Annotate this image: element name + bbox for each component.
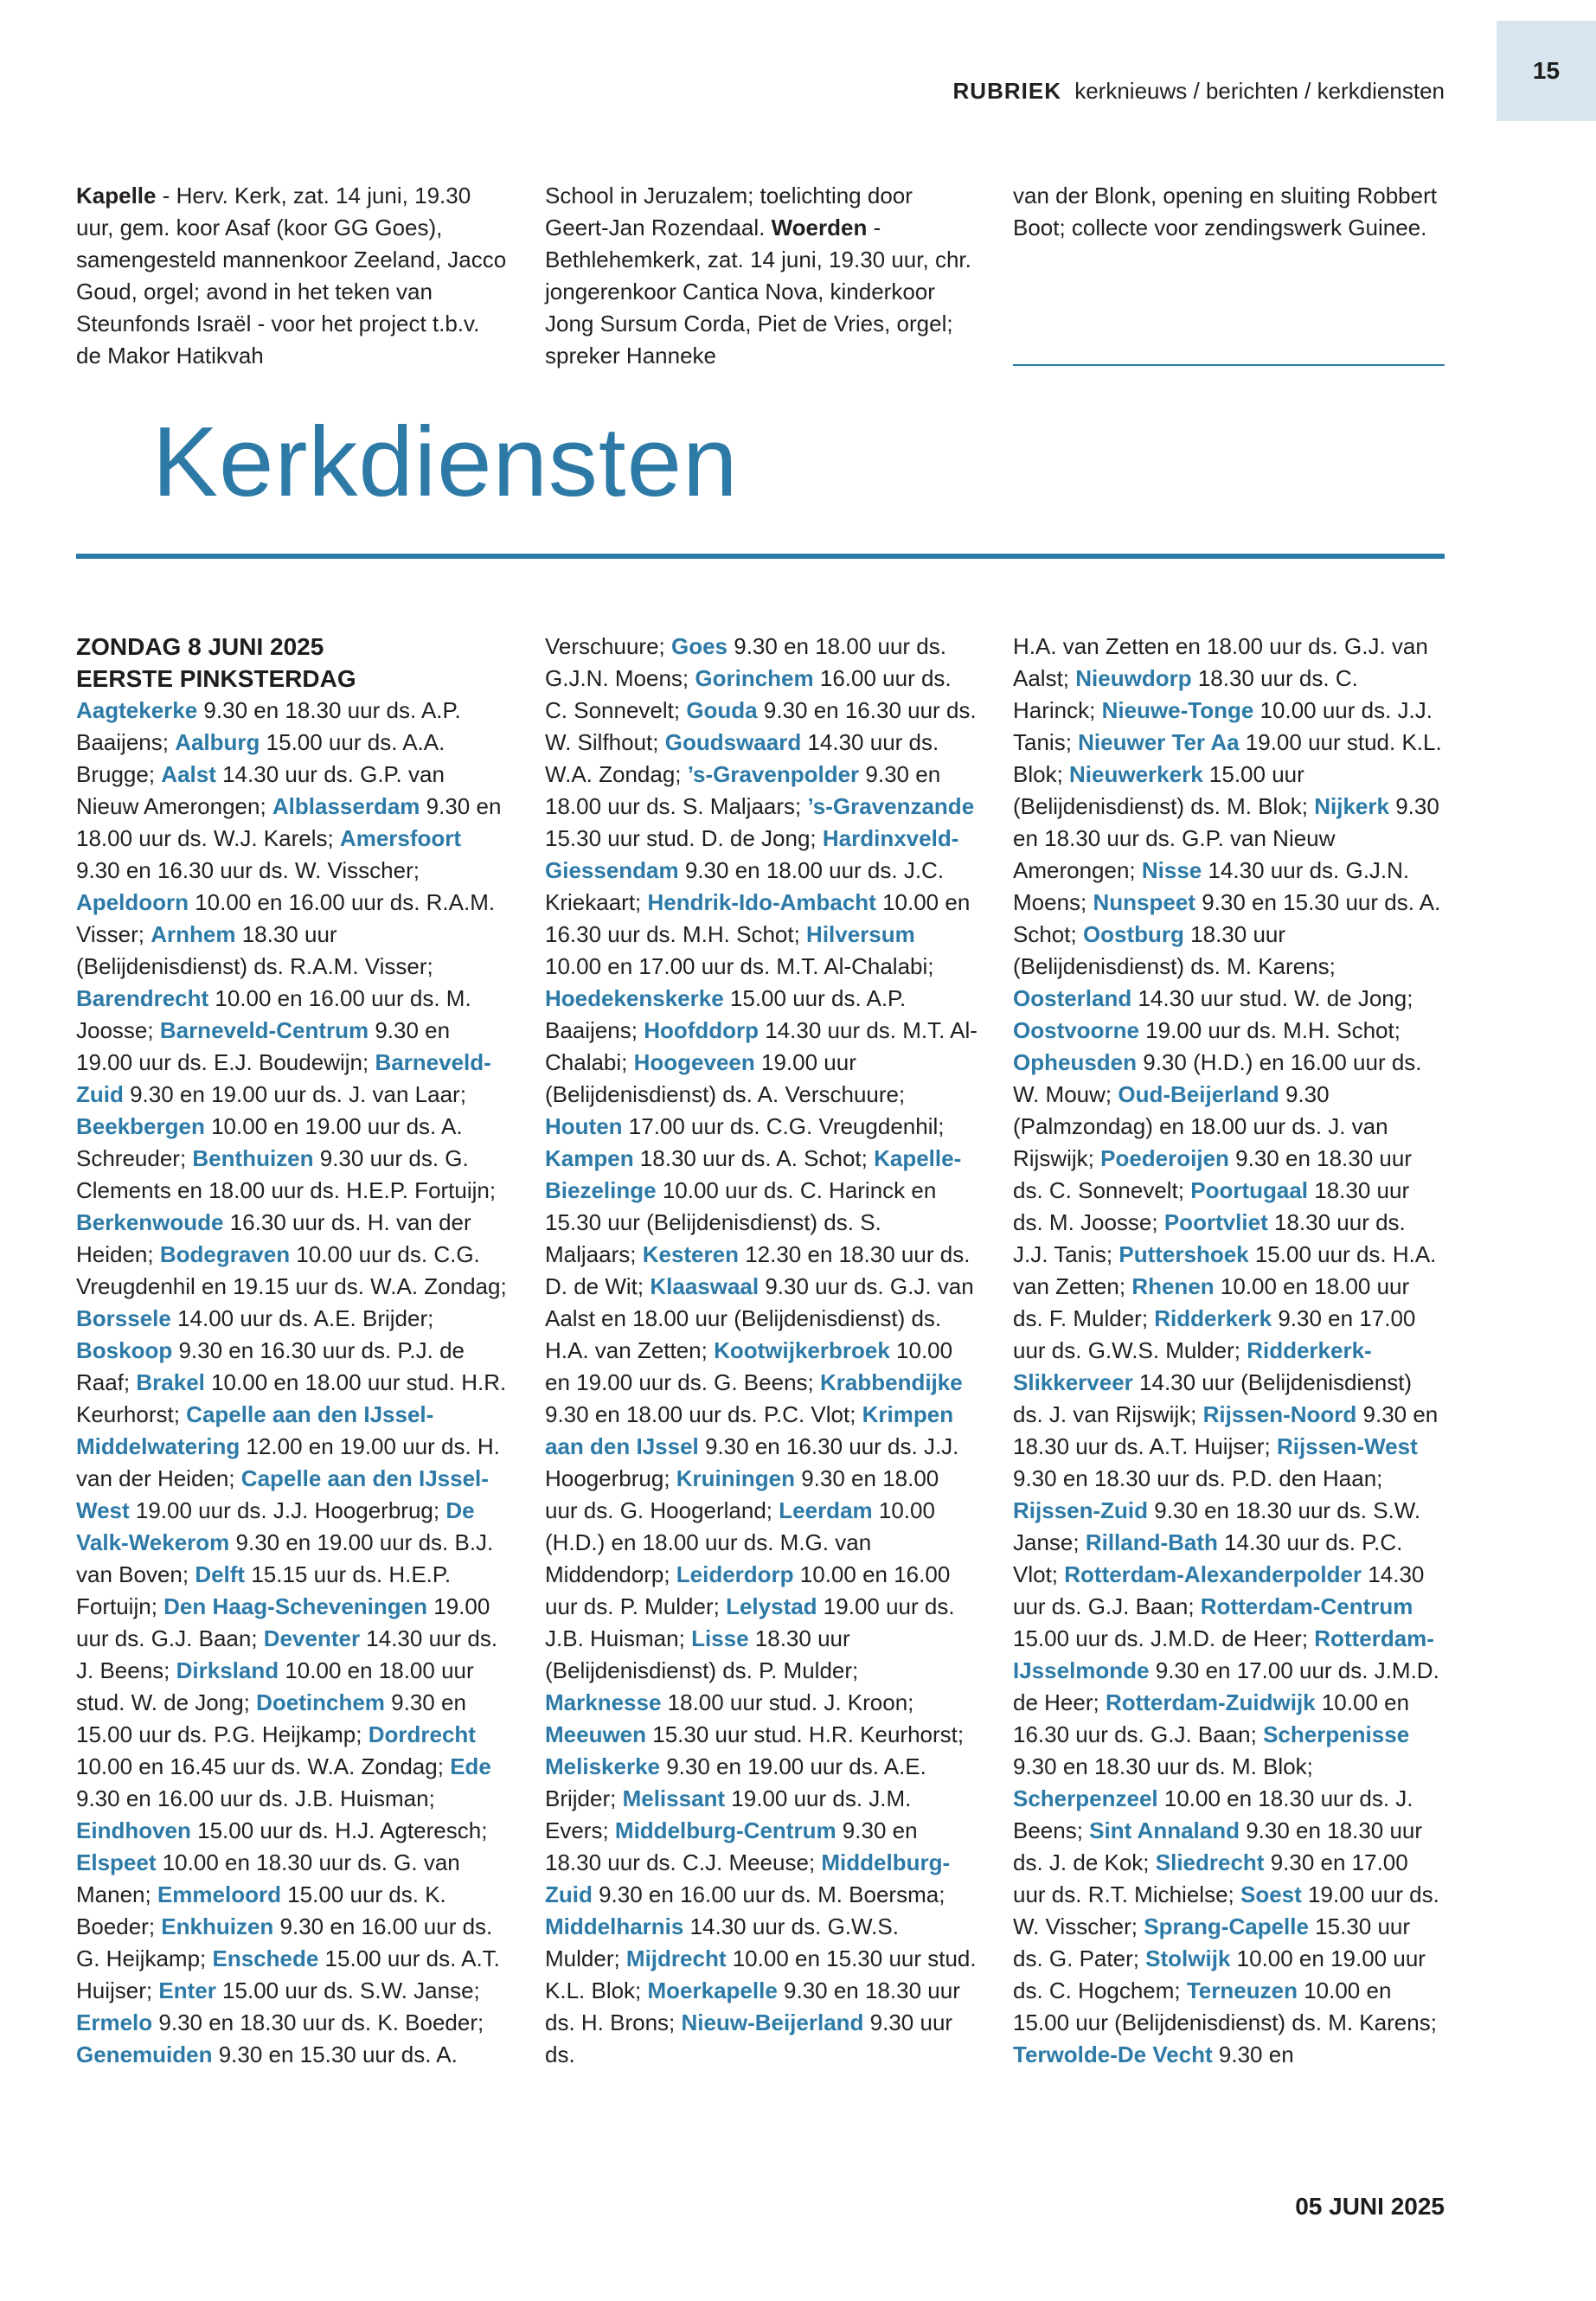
top-paragraph-2 — [545, 180, 977, 372]
service-details: 19.00 uur stud. K.L. Blok; — [1013, 729, 1442, 787]
event-location: Woerden — [771, 215, 868, 240]
church-location: Apeldoorn — [76, 889, 189, 915]
church-location: Kootwijkerbroek — [714, 1337, 890, 1363]
service-details: 9.30 en 18.30 uur ds. K. Boeder; — [152, 2009, 484, 2035]
service-details: 9.30 en 16.00 uur ds. M. Boersma; — [592, 1881, 945, 1907]
church-location: Lelystad — [726, 1593, 817, 1619]
church-location: Hendrik-Ido-Ambacht — [647, 889, 876, 915]
issue-date: 05 JUNI 2025 — [1295, 2193, 1445, 2220]
service-details: 9.30 uur ds. G.J. van Aalst en 18.00 uur (Belijdenisdienst) ds. H.A. van Zetten; — [545, 1273, 974, 1363]
running-header — [953, 78, 1445, 105]
service-details: 9.30 en 18.30 uur ds. H. Brons; — [545, 1977, 960, 2035]
service-details: 15.30 uur stud. D. de Jong; — [545, 825, 823, 851]
church-location: Ede — [450, 1753, 491, 1779]
service-details: 9.30 en 15.30 uur ds. A. Schot; — [1013, 889, 1441, 947]
service-details: 9.30 en 19.00 uur ds. B.J. van Boven; — [76, 1529, 494, 1587]
church-location: Hoofddorp — [644, 1017, 760, 1043]
service-details: 12.30 en 18.30 uur ds. D. de Wit; — [545, 1241, 971, 1299]
church-location: Amersfoort — [339, 825, 462, 851]
service-details: - Bethlehemkerk, zat. 14 juni, 19.30 uur, chr. jongerenkoor Cantica Nova, kinderkoor Jong Sursum Corda, Piet de Vries, orgel; spreker Hanneke — [545, 215, 971, 369]
service-details: 9.30 uur ds. G. Clements en 18.00 uur ds. H.E.P. Fortuijn; — [76, 1145, 497, 1203]
section-label: kerknieuws / berichten / kerkdiensten — [1074, 78, 1445, 104]
service-details: 9.30 en 15.30 uur ds. A. — [212, 2041, 458, 2067]
service-details: 9.30 en 16.00 uur ds. G. Heijkamp; — [76, 1913, 493, 1971]
service-details: 14.30 uur ds. J. Beens; — [76, 1625, 498, 1683]
church-location: Leiderdorp — [676, 1561, 794, 1587]
service-details: 9.30 en 18.30 uur ds. P.D. den Haan; — [1013, 1465, 1383, 1491]
church-location: Benthuizen — [192, 1145, 314, 1171]
service-details: 10.00 en 16.30 uur ds. M.H. Schot; — [545, 889, 971, 947]
church-location: Ridderkerk — [1154, 1305, 1272, 1331]
service-details: 15.30 uur stud. H.R. Keurhorst; — [646, 1721, 965, 1747]
service-details: 9.30 en 18.30 uur ds. G.P. van Nieuw Amerongen; — [1013, 793, 1439, 883]
date-heading: ZONDAG 8 JUNI 2025 — [76, 633, 324, 660]
church-location: Goes — [670, 633, 728, 659]
church-location: Dordrecht — [368, 1721, 476, 1747]
church-location: Poortugaal — [1190, 1177, 1309, 1203]
church-location: Nieuwdorp — [1075, 665, 1192, 691]
church-location: Poederoijen — [1100, 1145, 1229, 1171]
section-divider-short — [1013, 364, 1445, 366]
service-details: 15.00 uur ds. H.J. Agteresch; — [190, 1817, 488, 1843]
top-column-3 — [1013, 180, 1445, 244]
service-details: 9.30 en 18.00 uur ds. P.C. Vlot; — [545, 1401, 862, 1427]
church-location: Aalst — [161, 761, 216, 787]
service-details: 10.00 en 15.30 uur stud. K.L. Blok; — [545, 1945, 977, 2003]
services-column-1 — [76, 631, 509, 2071]
service-details: 9.30 en 18.00 uur ds. G. Hoogerland; — [545, 1465, 939, 1523]
church-location: Alblasserdam — [272, 793, 420, 819]
church-location: Scherpenisse — [1263, 1721, 1410, 1747]
service-details: 9.30 en 19.00 uur ds. J. van Laar; — [123, 1081, 466, 1107]
service-details: 10.00 en 19.00 uur ds. A. Schreuder; — [76, 1113, 463, 1171]
church-location: Stolwijk — [1145, 1945, 1231, 1971]
church-location: Rotterdam-Zuidwijk — [1105, 1689, 1316, 1715]
church-location: Opheusden — [1013, 1049, 1138, 1075]
service-details: 10.00 en 18.00 uur ds. F. Mulder; — [1013, 1273, 1410, 1331]
church-location: Boskoop — [76, 1337, 173, 1363]
service-details: 9.30 en 18.30 uur ds. C. Sonnevelt; — [1013, 1145, 1412, 1203]
service-details: 16.30 uur ds. H. van der Heiden; — [76, 1209, 471, 1267]
service-details: 18.30 uur (Belijdenisdienst) ds. R.A.M. Visser; — [76, 921, 433, 979]
service-details: 14.30 uur ds. P.C. Vlot; — [1013, 1529, 1403, 1587]
service-details: 10.00 en 18.00 uur stud. H.R. Keurhorst; — [76, 1369, 507, 1427]
service-details: 18.30 uur (Belijdenisdienst) ds. M. Karens; — [1013, 921, 1336, 979]
service-details: 15.00 uur ds. A.P. Baaijens; — [545, 985, 907, 1043]
church-location: Enter — [158, 1977, 216, 2003]
church-location: Rhenen — [1131, 1273, 1215, 1299]
service-details: 18.30 uur ds. M. Joosse; — [1013, 1177, 1410, 1235]
service-details: 15.00 uur (Belijdenisdienst) ds. M. Blok; — [1013, 761, 1315, 819]
church-location: Sprang-Capelle — [1144, 1913, 1309, 1939]
service-details: 9.30 en 16.30 uur ds. J.J. Hoogerbrug; — [545, 1433, 959, 1491]
service-details: 9.30 en 16.30 uur ds. W. Silfhout; — [545, 697, 977, 755]
service-details: 10.00 en 18.30 uur ds. J. Beens; — [1013, 1785, 1413, 1843]
church-location: Hilversum — [806, 921, 915, 947]
church-location: Bodegraven — [159, 1241, 291, 1267]
service-details: 10.00 en 19.00 uur ds. C. Hogchem; — [1013, 1945, 1426, 2003]
service-details: 19.00 uur ds. J.B. Huisman; — [545, 1593, 955, 1651]
service-details: 15.00 uur ds. K. Boeder; — [76, 1881, 446, 1939]
service-details: 15.00 uur ds. A.A. Brugge; — [76, 729, 445, 787]
church-location: Barendrecht — [76, 985, 209, 1011]
service-details: 9.30 en 17.00 uur ds. G.W.S. Mulder; — [1013, 1305, 1416, 1363]
service-details: 9.30 en 19.00 uur ds. E.J. Boudewijn; — [76, 1017, 451, 1075]
service-details: 9.30 en 18.30 uur ds. J. de Kok; — [1013, 1817, 1423, 1875]
church-location: Oosterland — [1013, 985, 1132, 1011]
church-location: Middelburg-Centrum — [614, 1817, 836, 1843]
service-details: 10.00 en 17.00 uur ds. M.T. Al-Chalabi; — [545, 953, 934, 979]
service-details: 18.30 uur ds. C. Harinck; — [1013, 665, 1358, 723]
church-location: Krimpen aan den IJssel — [545, 1401, 954, 1459]
church-location: Terneuzen — [1186, 1977, 1298, 2003]
service-details: 9.30 en 18.30 uur ds. A.T. Huijser; — [1013, 1401, 1439, 1459]
service-details: 10.00 en 15.00 uur (Belijdenisdienst) ds. M. Karens; — [1013, 1977, 1437, 2035]
services-list-1 — [76, 695, 509, 2071]
service-details: 18.30 uur ds. A. Schot; — [633, 1145, 875, 1171]
church-location: Houten — [545, 1113, 623, 1139]
service-details: 10.00 en 18.00 uur stud. W. de Jong; — [76, 1657, 474, 1715]
church-location: Nisse — [1141, 857, 1202, 883]
church-location: De Valk-Wekerom — [76, 1497, 475, 1555]
church-location: Kesteren — [642, 1241, 739, 1267]
church-location: Enkhuizen — [161, 1913, 274, 1939]
church-location: Moerkapelle — [647, 1977, 778, 2003]
church-location: Oud-Beijerland — [1118, 1081, 1279, 1107]
service-details: H.A. van Zetten en 18.00 uur ds. G.J. van Aalst; — [1013, 633, 1428, 691]
service-details: 18.30 uur ds. J.J. Tanis; — [1013, 1209, 1406, 1267]
church-location: Beekbergen — [76, 1113, 205, 1139]
service-details: 10.00 uur ds. C.G. Vreugdenhil en 19.15 uur ds. W.A. Zondag; — [76, 1241, 507, 1299]
church-location: Klaaswaal — [650, 1273, 760, 1299]
church-location: Brakel — [136, 1369, 205, 1395]
service-details: 10.00 en 19.00 uur ds. G. Beens; — [545, 1337, 953, 1395]
service-details: 9.30 en — [1212, 2041, 1294, 2067]
church-location: Den Haag-Scheveningen — [163, 1593, 428, 1619]
service-details: 14.30 uur (Belijdenisdienst) ds. J. van Rijswijk; — [1013, 1369, 1413, 1427]
church-location: Nijkerk — [1314, 793, 1389, 819]
church-location: Ermelo — [76, 2009, 153, 2035]
church-location: Marknesse — [545, 1689, 662, 1715]
service-details: 19.00 uur ds. J.M. Evers; — [545, 1785, 912, 1843]
service-details: 19.00 uur ds. J.J. Hoogerbrug; — [129, 1497, 446, 1523]
church-location: Elspeet — [76, 1849, 157, 1875]
church-location: ’s-Gravenpolder — [687, 761, 860, 787]
services-column-3 — [1013, 631, 1445, 2071]
service-details: 9.30 en 16.00 uur ds. J.B. Huisman; — [76, 1785, 435, 1811]
church-location: Scherpenzeel — [1013, 1785, 1158, 1811]
service-details: 10.00 en 16.00 uur ds. P. Mulder; — [545, 1561, 951, 1619]
service-details: 9.30 en 18.00 uur ds. S. Maljaars; — [545, 761, 941, 819]
church-location: Rotterdam-Centrum — [1200, 1593, 1413, 1619]
service-details: 19.00 uur ds. W. Visscher; — [1013, 1881, 1439, 1939]
service-details: 9.30 (Palmzondag) en 18.00 uur ds. J. van Rijswijk; — [1013, 1081, 1388, 1171]
church-location: Nunspeet — [1093, 889, 1195, 915]
service-details: 9.30 en 19.00 uur ds. A.E. Brijder; — [545, 1753, 926, 1811]
church-location: Emmeloord — [157, 1881, 281, 1907]
church-location: Goudswaard — [664, 729, 802, 755]
service-details: - Herv. Kerk, zat. 14 juni, 19.30 uur, gem. koor Asaf (koor GG Goes), samengesteld mannenkoor Zeeland, Jacco Goud, orgel; avond in het teken van Steunfonds Israël - voor het project t.b.v. de Makor Hatikvah — [76, 183, 507, 369]
service-details: 9.30 en 18.00 uur ds. W.J. Karels; — [76, 793, 502, 851]
church-location: Leerdam — [779, 1497, 873, 1523]
service-details: 19.00 uur ds. G.J. Baan; — [76, 1593, 490, 1651]
church-location: Rijssen-West — [1276, 1433, 1418, 1459]
service-details: 15.00 uur ds. J.M.D. de Heer; — [1013, 1625, 1315, 1651]
service-details: 9.30 uur ds. — [545, 2009, 953, 2067]
church-location: Meeuwen — [545, 1721, 647, 1747]
services-column-2 — [545, 631, 977, 2071]
church-location: Melissant — [622, 1785, 726, 1811]
service-details: van der Blonk, opening en sluiting Robbert Boot; collecte voor zendingswerk Guinee. — [1013, 183, 1437, 240]
service-details: 12.00 en 19.00 uur ds. H. van der Heiden; — [76, 1433, 500, 1491]
top-paragraph-1 — [76, 180, 509, 372]
church-location: Oostvoorne — [1013, 1017, 1139, 1043]
church-location: Aalburg — [175, 729, 260, 755]
service-details: 9.30 en 15.00 uur ds. P.G. Heijkamp; — [76, 1689, 466, 1747]
page-number: 15 — [1532, 57, 1561, 84]
church-location: Rilland-Bath — [1085, 1529, 1218, 1555]
service-details: 15.00 uur ds. S.W. Janse; — [215, 1977, 480, 2003]
church-location: Gorinchem — [695, 665, 814, 691]
title-rule — [76, 554, 1445, 559]
church-location: Rotterdam-IJsselmonde — [1013, 1625, 1434, 1683]
page-title: Kerkdiensten — [152, 407, 739, 517]
service-details: 10.00 (H.D.) en 18.00 uur ds. M.G. van Middendorp; — [545, 1497, 935, 1587]
church-location: Borssele — [76, 1305, 171, 1331]
service-details: Verschuure; — [545, 633, 671, 659]
rubriek-label: RUBRIEK — [952, 78, 1061, 104]
page-number-tab — [1497, 21, 1596, 121]
church-location: Hoedekenskerke — [545, 985, 724, 1011]
church-location: Deventer — [263, 1625, 361, 1651]
top-column-2 — [545, 180, 977, 372]
day-heading: EERSTE PINKSTERDAG — [76, 665, 356, 692]
church-location: Kampen — [545, 1145, 634, 1171]
service-details: 10.00 uur ds. J.J. Tanis; — [1013, 697, 1433, 755]
church-location: Rotterdam-Alexanderpolder — [1064, 1561, 1362, 1587]
service-details: 18.30 uur (Belijdenisdienst) ds. P. Mulder; — [545, 1625, 859, 1683]
service-details: 14.30 uur ds. G.J. Baan; — [1013, 1561, 1425, 1619]
services-list-3 — [1013, 631, 1445, 2071]
church-location: Middelburg-Zuid — [545, 1849, 951, 1907]
service-details: 9.30 en 18.30 uur ds. M. Blok; — [1013, 1753, 1313, 1779]
service-details: 14.30 uur ds. M.T. Al-Chalabi; — [545, 1017, 977, 1075]
church-location: Middelharnis — [545, 1913, 684, 1939]
service-details: 15.00 uur ds. A.T. Huijser; — [76, 1945, 500, 2003]
service-details: 9.30 en 18.30 uur ds. A.P. Baaijens; — [76, 697, 461, 755]
church-location: Capelle aan den IJssel-West — [76, 1465, 489, 1523]
service-details: 16.00 uur ds. C. Sonnevelt; — [545, 665, 952, 723]
church-location: Poortvliet — [1163, 1209, 1268, 1235]
service-details: 10.00 uur ds. C. Harinck en 15.30 uur (Belijdenisdienst) ds. S. Maljaars; — [545, 1177, 937, 1267]
church-location: Arnhem — [151, 921, 236, 947]
service-details: 19.00 uur (Belijdenisdienst) ds. A. Verschuure; — [545, 1049, 906, 1107]
church-location: Capelle aan den IJssel-Middelwatering — [76, 1401, 434, 1459]
service-details: 10.00 en 16.00 uur ds. M. Joosse; — [76, 985, 471, 1043]
service-details: 14.30 uur ds. G.W.S. Mulder; — [545, 1913, 899, 1971]
church-location: Kruiningen — [676, 1465, 795, 1491]
church-location: Gouda — [686, 697, 758, 723]
church-location: Meliskerke — [545, 1753, 660, 1779]
church-location: Nieuwer Ter Aa — [1078, 729, 1240, 755]
service-details: 14.30 uur ds. G.P. van Nieuw Amerongen; — [76, 761, 445, 819]
service-details: 10.00 en 18.30 uur ds. G. van Manen; — [76, 1849, 460, 1907]
church-location: Berkenwoude — [76, 1209, 224, 1235]
church-location: Terwolde-De Vecht — [1013, 2041, 1213, 2067]
service-details: 15.15 uur ds. H.E.P. Fortuijn; — [76, 1561, 452, 1619]
service-details: 9.30 en 16.30 uur ds. W. Visscher; — [76, 857, 420, 883]
church-location: Rijssen-Noord — [1202, 1401, 1357, 1427]
church-location: Dirksland — [176, 1657, 279, 1683]
event-location: Kapelle — [76, 183, 157, 208]
church-location: Kapelle-Biezelinge — [545, 1145, 962, 1203]
service-details: 10.00 en 16.30 uur ds. G.J. Baan; — [1013, 1689, 1410, 1747]
church-location: Hoogeveen — [633, 1049, 755, 1075]
service-details: 14.30 uur ds. G.J.N. Moens; — [1013, 857, 1410, 915]
church-location: Nieuwerkerk — [1069, 761, 1203, 787]
services-list-2 — [545, 631, 977, 2071]
church-location: Mijdrecht — [625, 1945, 727, 1971]
service-details: 18.00 uur stud. J. Kroon; — [661, 1689, 914, 1715]
top-paragraph-3 — [1013, 180, 1445, 244]
service-details: 19.00 uur ds. M.H. Schot; — [1138, 1017, 1401, 1043]
service-details: 9.30 en 18.00 uur ds. G.J.N. Moens; — [545, 633, 946, 691]
service-details: 9.30 en 18.30 uur ds. C.J. Meeuse; — [545, 1817, 918, 1875]
service-details: 14.30 uur stud. W. de Jong; — [1131, 985, 1413, 1011]
service-details: 9.30 en 18.00 uur ds. J.C. Kriekaart; — [545, 857, 945, 915]
church-location: Eindhoven — [76, 1817, 191, 1843]
church-location: Sint Annaland — [1089, 1817, 1240, 1843]
church-location: Puttershoek — [1118, 1241, 1249, 1267]
church-location: Sliedrecht — [1155, 1849, 1265, 1875]
church-location: Soest — [1240, 1881, 1302, 1907]
top-column-1 — [76, 180, 509, 372]
church-location: Nieuw-Beijerland — [681, 2009, 864, 2035]
church-location: Genemuiden — [76, 2041, 213, 2067]
church-location: Enschede — [212, 1945, 319, 1971]
service-details: School in Jeruzalem; toelichting door Geert-Jan Rozendaal. — [545, 183, 913, 240]
service-details: 9.30 en 18.30 uur ds. S.W. Janse; — [1013, 1497, 1421, 1555]
service-details: 9.30 en 16.30 uur ds. P.J. de Raaf; — [76, 1337, 465, 1395]
service-details: 10.00 en 16.45 uur ds. W.A. Zondag; — [76, 1753, 451, 1779]
church-location: Krabbendijke — [819, 1369, 963, 1395]
service-details: 10.00 en 16.00 uur ds. R.A.M. Visser; — [76, 889, 496, 947]
church-location: Aagtekerke — [76, 697, 198, 723]
service-details: 14.00 uur ds. A.E. Brijder; — [170, 1305, 434, 1331]
church-location: Barneveld-Centrum — [159, 1017, 369, 1043]
church-location: Oostburg — [1082, 921, 1184, 947]
service-details: 14.30 uur ds. W.A. Zondag; — [545, 729, 939, 787]
service-details: 9.30 (H.D.) en 16.00 uur ds. W. Mouw; — [1013, 1049, 1422, 1107]
service-details: 15.00 uur ds. H.A. van Zetten; — [1013, 1241, 1437, 1299]
church-location: Doetinchem — [256, 1689, 385, 1715]
service-details: 9.30 en 17.00 uur ds. J.M.D. de Heer; — [1013, 1657, 1439, 1715]
church-location: Barneveld-Zuid — [76, 1049, 491, 1107]
church-location: Lisse — [691, 1625, 749, 1651]
church-location: Ridderkerk-Slikkerveer — [1013, 1337, 1372, 1395]
church-location: Rijssen-Zuid — [1013, 1497, 1149, 1523]
service-details: 9.30 en 17.00 uur ds. R.T. Michielse; — [1013, 1849, 1408, 1907]
service-details: 15.30 uur ds. G. Pater; — [1013, 1913, 1411, 1971]
service-details: 17.00 uur ds. C.G. Vreugdenhil; — [622, 1113, 945, 1139]
church-location: Nieuwe-Tonge — [1101, 697, 1254, 723]
church-location: Hardinxveld-Giessendam — [545, 825, 959, 883]
church-location: Delft — [195, 1561, 246, 1587]
church-location: ’s-Gravenzande — [807, 793, 975, 819]
